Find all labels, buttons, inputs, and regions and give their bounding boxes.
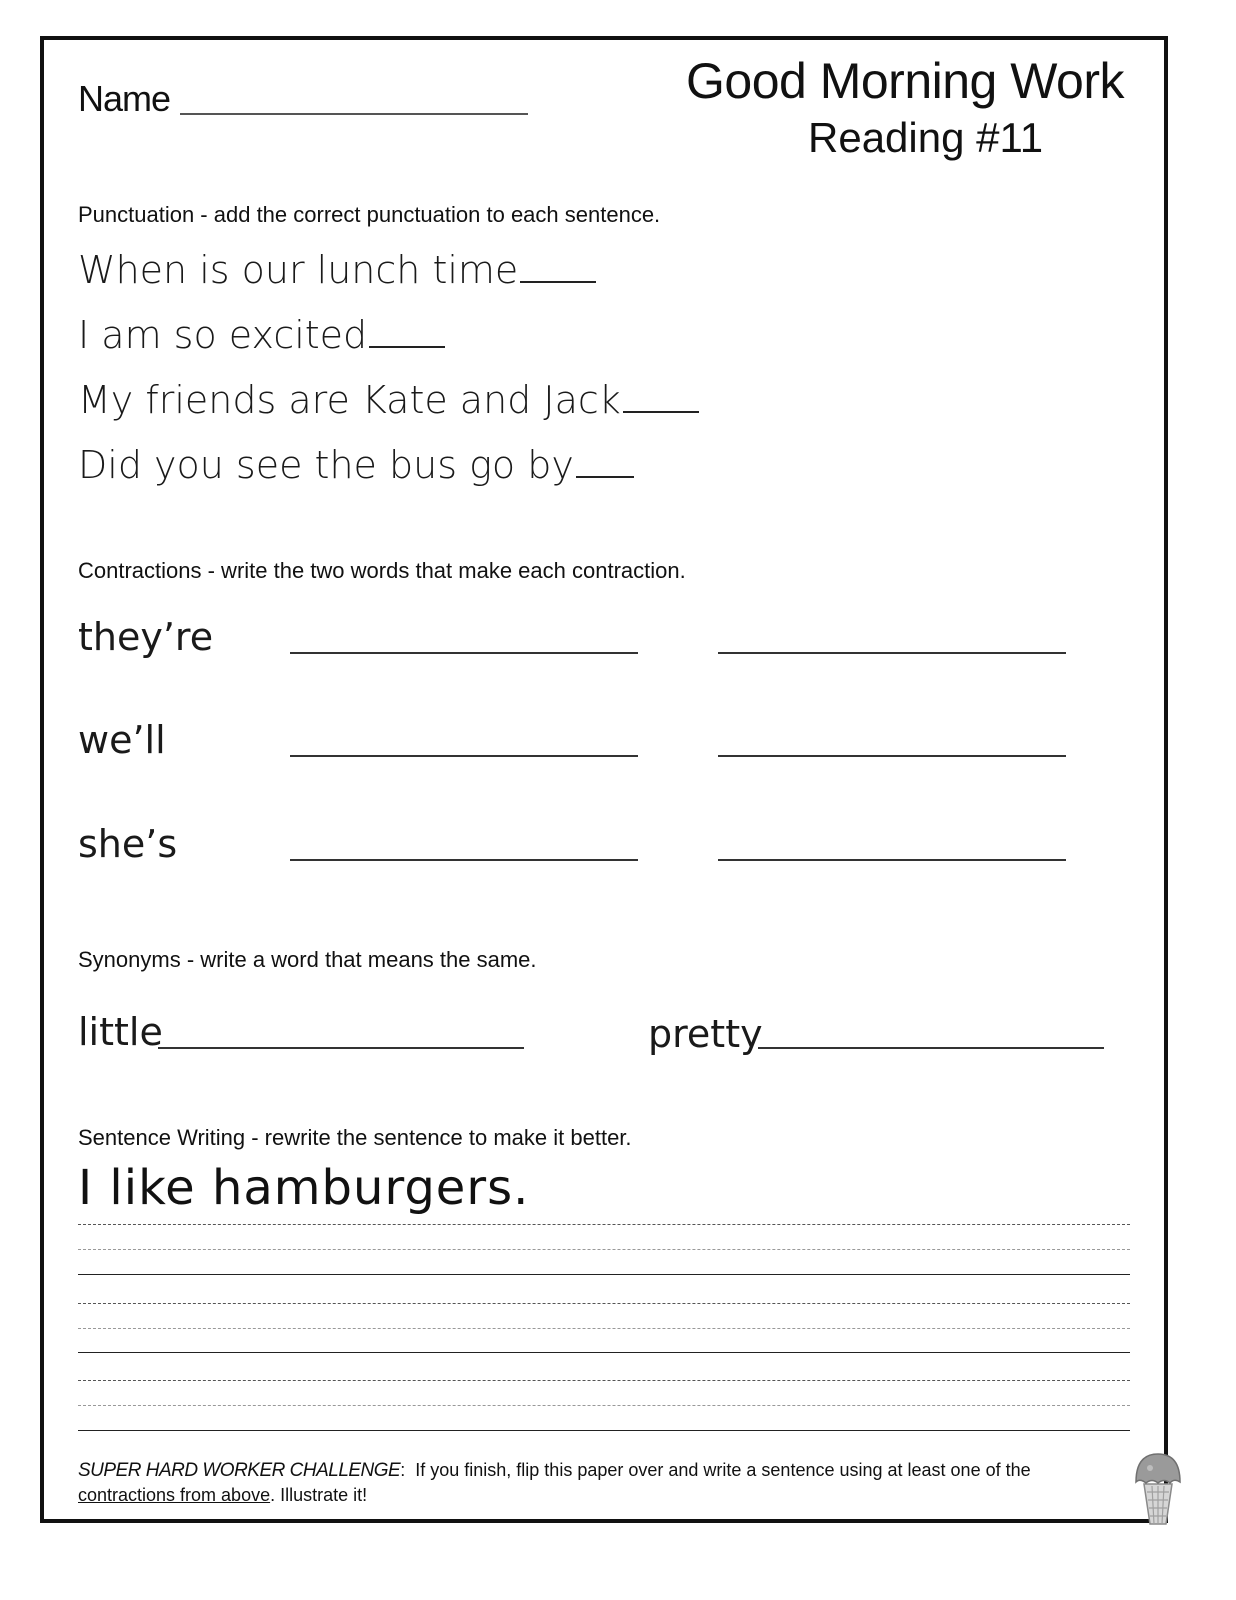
punctuation-instruction: Punctuation - add the correct punctuation to each sentence. (78, 202, 661, 227)
writing-line[interactable] (78, 1274, 1130, 1275)
writing-guide-line (78, 1249, 1130, 1250)
writing-guide-line (78, 1303, 1130, 1304)
contraction-answer-line[interactable] (290, 859, 638, 861)
sentence-text: When is our lunch time (78, 248, 519, 292)
punctuation-blank[interactable] (520, 281, 596, 283)
contraction-answer-line[interactable] (290, 652, 638, 654)
challenge-text: SUPER HARD WORKER CHALLENGE: If you finish, flip this paper over and write a sentence using at least one of the contractions from above. Illustrate it! (78, 1460, 1031, 1505)
writing-line[interactable] (78, 1352, 1130, 1353)
synonym-answer-line[interactable] (158, 1047, 524, 1049)
contraction-word: she’s (78, 822, 178, 866)
synonym-answer-line[interactable] (758, 1047, 1104, 1049)
punctuation-sentence (78, 378, 699, 422)
sentence-writing-instruction: Sentence Writing - rewrite the sentence to make it better. (78, 1125, 632, 1150)
punctuation-blank[interactable] (369, 346, 445, 348)
name-field-line[interactable] (180, 113, 528, 115)
challenge-text-before: If you finish, flip this paper over and write a sentence using at least one of the (415, 1460, 1031, 1480)
challenge-underlined: contractions from above (78, 1485, 271, 1505)
challenge-text-after: . Illustrate it! (270, 1485, 368, 1505)
writing-guide-line (78, 1328, 1130, 1329)
model-sentence: I like hamburgers. (78, 1160, 530, 1216)
synonym-word: pretty (648, 1012, 763, 1056)
contraction-answer-line[interactable] (718, 652, 1066, 654)
challenge-label: SUPER HARD WORKER CHALLENGE (78, 1460, 401, 1481)
writing-guide-line (78, 1224, 1130, 1225)
worksheet-title: Good Morning Work (686, 53, 1124, 109)
sentence-text: Did you see the bus go by (78, 443, 574, 487)
worksheet-subtitle: Reading #11 (808, 114, 1044, 161)
synonyms-instruction: Synonyms - write a word that means the same. (78, 947, 537, 972)
writing-guide-line (78, 1380, 1130, 1381)
punctuation-sentence (78, 313, 445, 357)
contraction-word: we’ll (78, 718, 166, 762)
sentence-text: My friends are Kate and Jack (78, 378, 621, 422)
contractions-instruction: Contractions - write the two words that make each contraction. (78, 558, 686, 583)
contraction-answer-line[interactable] (718, 859, 1066, 861)
punctuation-blank[interactable] (576, 476, 634, 478)
writing-guide-line (78, 1405, 1130, 1406)
punctuation-sentence (78, 248, 596, 292)
contraction-answer-line[interactable] (718, 755, 1066, 757)
name-label: Name (78, 78, 171, 119)
punctuation-blank[interactable] (623, 411, 699, 413)
punctuation-sentence (78, 443, 634, 487)
ice-cream-cone-icon (1130, 1448, 1186, 1528)
contraction-word: they’re (78, 615, 214, 659)
synonym-word: little (78, 1010, 163, 1054)
sentence-text: I am so excited (78, 313, 368, 357)
contraction-answer-line[interactable] (290, 755, 638, 757)
writing-line[interactable] (78, 1430, 1130, 1431)
